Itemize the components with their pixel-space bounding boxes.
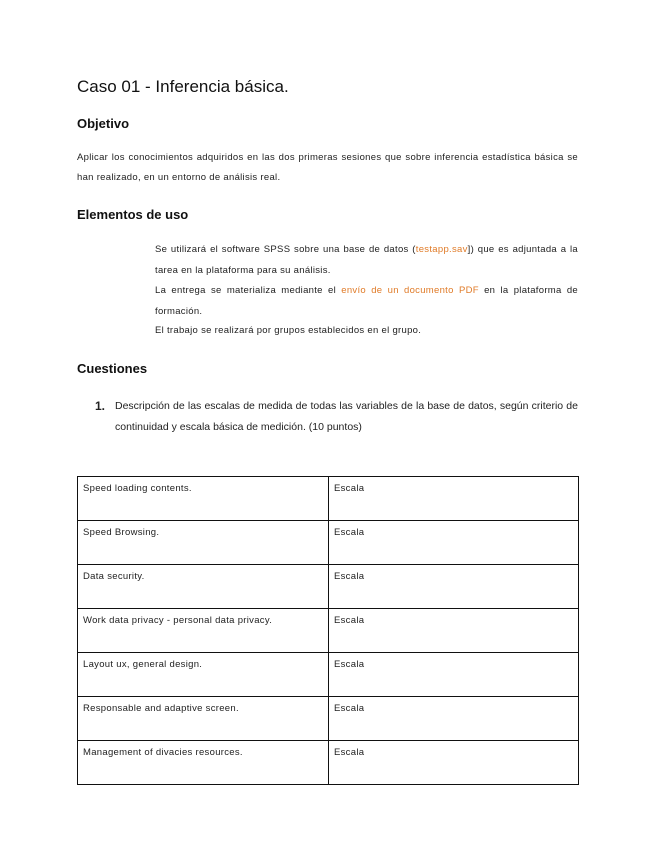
testapp-link[interactable]: testapp.sav [415, 244, 468, 255]
escala-cell: Escala [329, 653, 579, 697]
variable-cell: Speed loading contents. [78, 477, 329, 521]
escala-cell: Escala [329, 477, 579, 521]
table-row [78, 653, 579, 697]
table-row [78, 609, 579, 653]
page-title: Caso 01 - Inferencia básica. [77, 77, 289, 96]
question-text: Descripción de las escalas de medida de todas las variables de la base de datos, según criterio de continuidad y escala básica de medición. (10 puntos) [115, 400, 578, 433]
elementos-p1-before: Se utilizará el software SPSS sobre una base de datos ( [155, 244, 416, 255]
question-number: 1. [95, 399, 106, 413]
table-row [78, 741, 579, 785]
variable-cell: Management of divacies resources. [78, 741, 329, 785]
elementos-p2-before: La entrega se materializa mediante el [155, 285, 342, 296]
variables-table [77, 476, 579, 785]
escala-cell: Escala [329, 609, 579, 653]
objetivo-text: Aplicar los conocimientos adquiridos en las dos primeras sesiones que sobre inferencia estadística básica se han realizado, en un entorno de análisis real. [77, 152, 578, 183]
elementos-paragraph-2 [155, 281, 578, 322]
question-1 [95, 396, 578, 438]
table-row [78, 697, 579, 741]
elementos-paragraph-1 [155, 240, 578, 281]
pdf-document-link[interactable]: envío de un documento PDF [341, 285, 479, 296]
elementos-p2-after: en la plataforma de formación. [155, 285, 578, 317]
elementos-paragraph-3: El trabajo se realizará por grupos establecidos en el grupo. [155, 325, 422, 336]
escala-cell: Escala [329, 741, 579, 785]
escala-cell: Escala [329, 565, 579, 609]
variable-cell: Work data privacy - personal data privacy. [78, 609, 329, 653]
variable-cell: Layout ux, general design. [78, 653, 329, 697]
table-row [78, 477, 579, 521]
objetivo-heading: Objetivo [77, 116, 130, 131]
elementos-heading: Elementos de uso [77, 207, 189, 222]
variable-cell: Data security. [78, 565, 329, 609]
elementos-p1-after: ]) que es adjuntada a la tarea en la plataforma para su análisis. [155, 244, 578, 276]
variable-cell: Responsable and adaptive screen. [78, 697, 329, 741]
escala-cell: Escala [329, 521, 579, 565]
cuestiones-heading: Cuestiones [77, 361, 148, 376]
escala-cell: Escala [329, 697, 579, 741]
table-row [78, 565, 579, 609]
variable-cell: Speed Browsing. [78, 521, 329, 565]
table-row [78, 521, 579, 565]
